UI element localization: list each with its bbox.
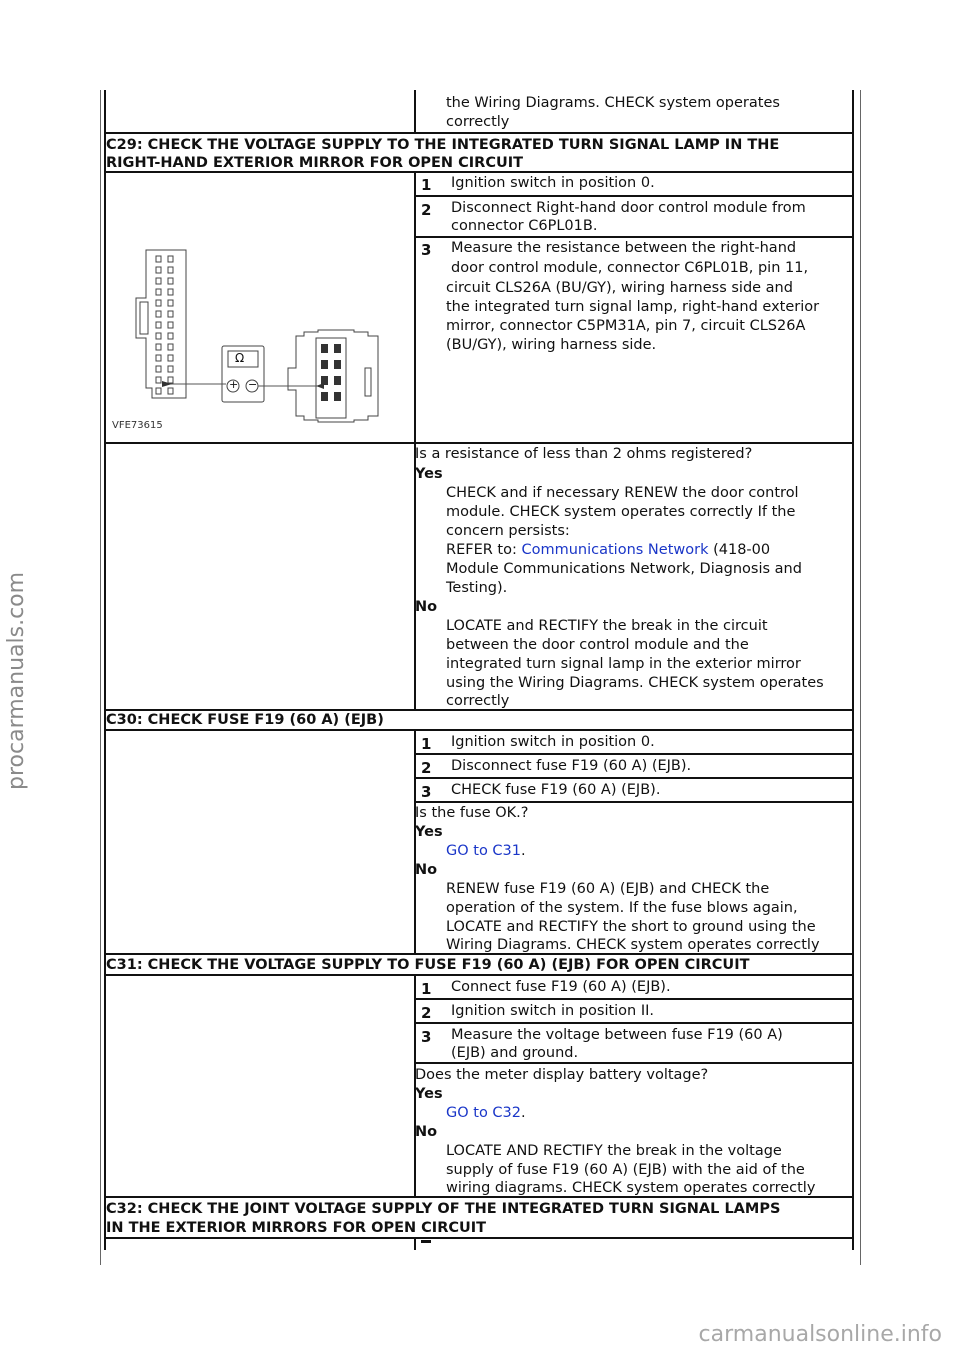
step-heading-c29: C29: CHECK THE VOLTAGE SUPPLY TO THE INTEGRATED TURN SIGNAL LAMP IN THE xyxy=(106,137,780,153)
step-number: 1 xyxy=(421,735,432,753)
table-right-border xyxy=(852,90,854,1250)
rule xyxy=(104,1237,854,1239)
yes-label: Yes xyxy=(415,1086,443,1102)
step-text: door control module, connector C6PL01B, pin 11, xyxy=(451,260,809,276)
yes-text xyxy=(446,842,526,861)
rule xyxy=(414,195,854,197)
step-text: Ignition switch in position 0. xyxy=(451,175,655,191)
period: . xyxy=(521,843,526,859)
step-text: (EJB) and ground. xyxy=(451,1045,579,1061)
step-number: 3 xyxy=(421,783,432,801)
step-text: Measure the resistance between the right-hand xyxy=(451,240,797,256)
side-watermark: procarmanuals.com xyxy=(4,571,29,790)
rule xyxy=(414,777,854,779)
no-text: operation of the system. If the fuse blows again, xyxy=(446,900,798,916)
step-heading-c32: IN THE EXTERIOR MIRRORS FOR OPEN CIRCUIT xyxy=(106,1220,487,1236)
rule xyxy=(414,998,854,1000)
meter-plus: + xyxy=(229,378,239,391)
no-text: RENEW fuse F19 (60 A) (EJB) and CHECK the xyxy=(446,881,770,897)
refer-label: REFER to: xyxy=(446,542,522,558)
rule xyxy=(414,753,854,755)
step-number: 2 xyxy=(421,759,432,777)
step-number: 2 xyxy=(421,1004,432,1022)
meter-minus: − xyxy=(248,378,258,391)
footer-watermark: carmanualsonline.info xyxy=(698,1322,942,1347)
no-text: LOCATE and RECTIFY the short to ground using the xyxy=(446,919,816,935)
step-text: Disconnect fuse F19 (60 A) (EJB). xyxy=(451,758,692,774)
meter-ohm-symbol: Ω xyxy=(235,351,245,365)
rule xyxy=(414,1022,854,1024)
question: Is a resistance of less than 2 ohms registered? xyxy=(415,446,753,462)
rule xyxy=(104,974,854,976)
yes-text: module. CHECK system operates correctly If the xyxy=(446,504,796,520)
step-number: 2 xyxy=(421,201,432,219)
step-number-cut xyxy=(421,1240,431,1243)
question: Does the meter display battery voltage? xyxy=(415,1067,709,1083)
question: Is the fuse OK.? xyxy=(415,805,529,821)
step-heading-c32: C32: CHECK THE JOINT VOLTAGE SUPPLY OF THE INTEGRATED TURN SIGNAL LAMPS xyxy=(106,1201,781,1217)
step-heading-c29: RIGHT-HAND EXTERIOR MIRROR FOR OPEN CIRCUIT xyxy=(106,155,524,171)
wiring-figure xyxy=(106,238,412,440)
yes-text: concern persists: xyxy=(446,523,570,539)
col-divider-c32 xyxy=(414,1238,416,1250)
no-text: integrated turn signal lamp in the exterior mirror xyxy=(446,656,801,672)
step-text: CHECK fuse F19 (60 A) (EJB). xyxy=(451,782,661,798)
step-text: Ignition switch in position 0. xyxy=(451,734,655,750)
step-text: Connect fuse F19 (60 A) (EJB). xyxy=(451,979,671,995)
yes-label: Yes xyxy=(415,824,443,840)
rule xyxy=(104,132,854,134)
yes-text xyxy=(446,541,770,560)
yes-text: Module Communications Network, Diagnosis and xyxy=(446,561,802,577)
step-heading-c31: C31: CHECK THE VOLTAGE SUPPLY TO FUSE F19 (60 A) (EJB) FOR OPEN CIRCUIT xyxy=(106,957,750,973)
go-to-c31-link[interactable]: GO to C31 xyxy=(446,843,521,859)
step-text: Measure the voltage between fuse F19 (60 A) xyxy=(451,1027,783,1043)
communications-network-link[interactable]: Communications Network xyxy=(521,542,709,558)
yes-text xyxy=(446,1104,526,1123)
no-text: Wiring Diagrams. CHECK system operates correctly xyxy=(446,937,820,953)
outer-right-rule xyxy=(860,90,861,1265)
no-text: LOCATE AND RECTIFY the break in the voltage xyxy=(446,1143,782,1159)
outer-left-rule xyxy=(100,90,101,1265)
step-text: the integrated turn signal lamp, right-hand exterior xyxy=(446,299,820,315)
step-number: 3 xyxy=(421,1028,432,1046)
step-text: Ignition switch in position II. xyxy=(451,1003,655,1019)
step-text: connector C6PL01B. xyxy=(451,218,598,234)
step-number: 1 xyxy=(421,980,432,998)
no-text: wiring diagrams. CHECK system operates correctly xyxy=(446,1180,816,1196)
step-number: 3 xyxy=(421,241,432,259)
rule xyxy=(414,236,854,238)
step-heading-c30: C30: CHECK FUSE F19 (60 A) (EJB) xyxy=(106,712,384,728)
rule xyxy=(104,729,854,731)
step-text: circuit CLS26A (BU/GY), wiring harness side and xyxy=(446,280,793,296)
yes-text: Testing). xyxy=(446,580,508,596)
no-label: No xyxy=(415,1124,438,1140)
continuation-line: correctly xyxy=(446,114,510,130)
no-text: LOCATE and RECTIFY the break in the circuit xyxy=(446,618,768,634)
period: . xyxy=(521,1105,526,1121)
go-to-c32-link[interactable]: GO to C32 xyxy=(446,1105,521,1121)
rule xyxy=(104,442,854,444)
col-divider-c29 xyxy=(414,172,416,710)
no-label: No xyxy=(415,599,438,615)
rule xyxy=(414,801,854,803)
connector-measurement-diagram xyxy=(106,238,412,440)
yes-text: CHECK and if necessary RENEW the door control xyxy=(446,485,799,501)
no-text: between the door control module and the xyxy=(446,637,749,653)
no-label: No xyxy=(415,862,438,878)
step-text: Disconnect Right-hand door control module from xyxy=(451,200,806,216)
continuation-line: the Wiring Diagrams. CHECK system operates xyxy=(446,95,780,111)
refer-section: (418-00 xyxy=(708,542,771,558)
figure-label: VFE73615 xyxy=(112,420,163,431)
yes-label: Yes xyxy=(415,466,443,482)
no-text: correctly xyxy=(446,693,510,709)
step-number: 1 xyxy=(421,176,432,194)
step-text: mirror, connector C5PM31A, pin 7, circuit CLS26A xyxy=(446,318,806,334)
no-text: using the Wiring Diagrams. CHECK system operates xyxy=(446,675,824,691)
step-text: (BU/GY), wiring harness side. xyxy=(446,337,657,353)
col-divider-top xyxy=(414,90,416,132)
no-text: supply of fuse F19 (60 A) (EJB) with the aid of the xyxy=(446,1162,805,1178)
